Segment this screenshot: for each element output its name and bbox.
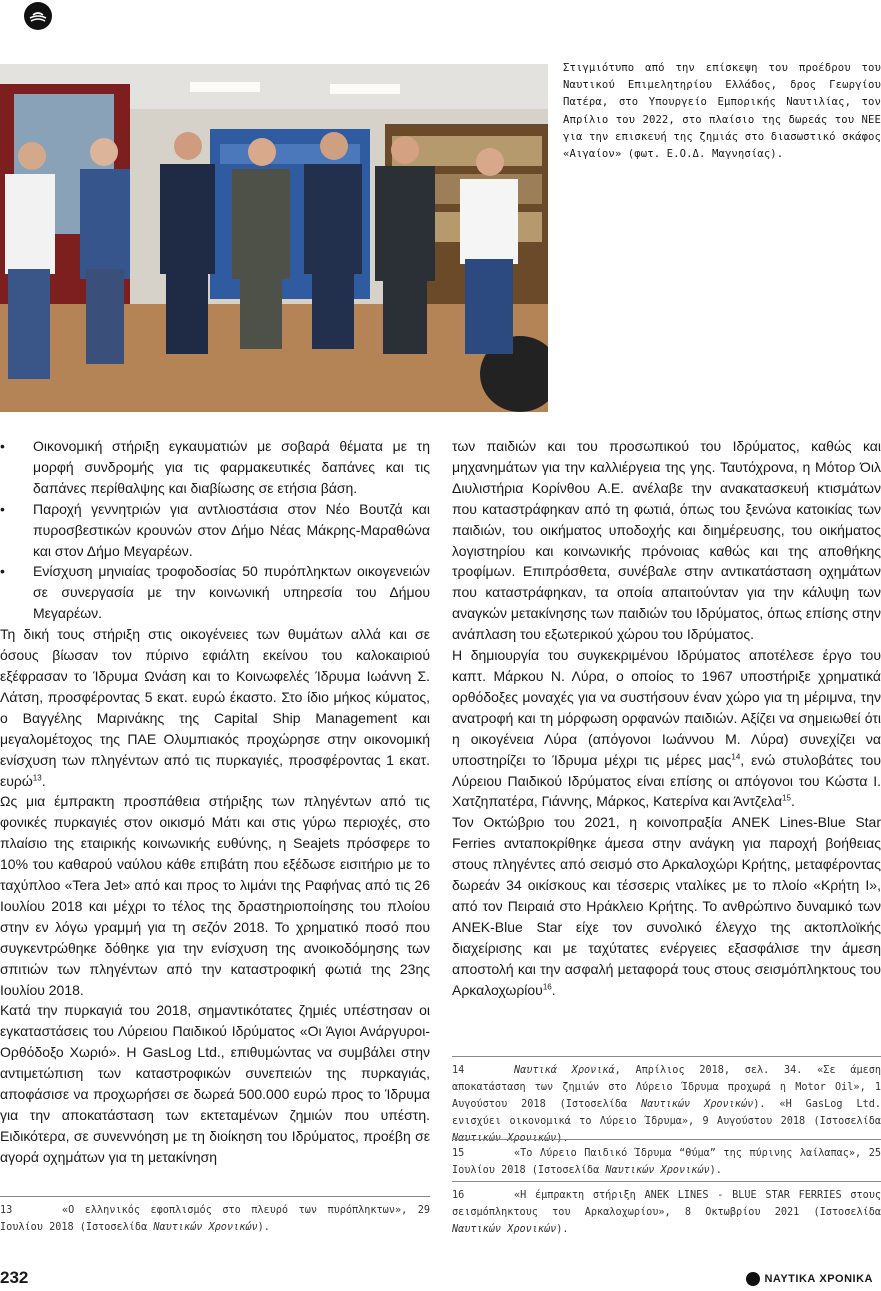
photo-illustration — [0, 64, 548, 412]
footnote-ref[interactable]: 14 — [731, 751, 741, 761]
bullet-item: • Οικονομική στήριξη εγκαυματιών με σοβαρά θέματα με τη μορφή συνδρομής για τις φαρμακευτικές δαπάνες και τις δαπάνες περίθαλψης και διαβίωσης σε ετήσια βάση. — [0, 436, 430, 499]
footnote-15: 15 «Το Λύρειο Παιδικό Ίδρυμα “θύμα” της πύρινης λαίλαπας», 25 Ιουλίου 2018 (Ιστοσελίδα Ναυτικών Χρονικών). — [452, 1139, 881, 1179]
footnote-14: 14 Ναυτικά Χρονικά, Απρίλιος 2018, σελ. 34. «Σε άμεση αποκατάσταση των ζημιών στο Λύρειο Ίδρυμα προχωρά η Motor Oil», 1 Αυγούστου 2018 (Ιστοσελίδα Ναυτικών Χρονικών). «Η GasLog Ltd. ενισχύει οικονομικά το Λύρειο Ίδρυμα», 9 Αυγούστου 2018 (Ιστοσελίδα Ναυτικών Χρονικών). — [452, 1056, 881, 1147]
brand-name: ΝΑΥΤΙΚΑ ΧΡΟΝΙΚΑ — [764, 1273, 873, 1285]
left-column — [0, 436, 430, 1168]
right-column — [452, 436, 881, 1000]
bullet-item: • Ενίσχυση μηνιαίας τροφοδοσίας 50 πυρόπληκτων οικογενειών σε συνεργασία με την κοινωνική υπηρεσία του Δήμου Μεγαρέων. — [0, 561, 430, 624]
ship-icon — [29, 9, 47, 23]
page-number: 232 — [0, 1268, 29, 1287]
paragraph: Ως μια έμπρακτη προσπάθεια στήριξης των πληγέντων από τις φονικές πυρκαγιές στον οικισμό Μάτι και στις γύρω περιοχές, στο πλαίσιο της εταιρικής κοινωνικής ευθύνης, η Seajets πρόσφερε το 10% του καθαρού ναύλου κάθε επιβάτη που εξέδωσε εισιτήριο με το ταχύπλοο «Tera Jet» από και προς το λιμάνι της Ραφήνας από τις 26 Ιουλίου 2018 και μέχρι το τέλος της δραστηριοποίησης του πλοίου στην εν λόγω γραμμή για τη σεζόν 2018. Το χρηματικό ποσό που συγκεντρώθηκε δόθηκε για την ενίσχυση της ανοικοδόμησης των σπιτιών των πληγέντων από την καταστροφική φωτιά της 23ης Ιουλίου 2018. — [0, 793, 430, 998]
paragraph: των παιδιών και του προσωπικού του Ιδρύματος, καθώς και μηχανημάτων για την καλλιέργεια της γης. Ταυτόχρονα, η Μότορ Όιλ Διυλιστήρια Κορίνθου Α.Ε. ανέλαβε την ανακατασκευή κτισμάτων που καταστράφηκαν από τη φωτιά, όπως του ξενώνα κατοικίας των παιδιών, του οικήματος υποδοχής και διημέρευσης, του οικήματος λογιστηρίου και κοινωνικής πρόνοιας καθώς και της αποθήκης τροφίμων. Επιπρόσθετα, συνέβαλε στην αντικατάσταση οχημάτων που καταστράφηκαν, τα οποία απαιτούνταν για την κάλυψη των αναγκών μετακίνησης των παιδιών του Ιδρύματος, όπως επίσης στην ανάπλαση του εξωτερικού χώρου του Ιδρύματος. — [452, 438, 881, 643]
footnote-16: 16 «Η έμπρακτη στήριξη ANEK LINES - BLUE STAR FERRIES στους σεισμόπληκτους του Αρκαλοχωρίου», 8 Οκτωβρίου 2021 (Ιστοσελίδα Ναυτικών Χρονικών). — [452, 1181, 881, 1238]
brand-logo — [746, 1272, 873, 1286]
footnote-ref[interactable]: 16 — [542, 981, 552, 991]
bullet-list — [0, 436, 430, 624]
bullet-item: • Παροχή γεννητριών για αντλιοστάσια στον Νέο Βουτζά και πυροσβεστικών κρουνών στον Δήμο Νέας Μάκρης-Μαραθώνα και στον Δήμο Μεγαρέων. — [0, 499, 430, 562]
footnote-ref[interactable]: 13 — [32, 772, 42, 782]
paragraph: Η δημιουργία του συγκεκριμένου Ιδρύματος αποτέλεσε έργο του καπτ. Μάρκου Ν. Λύρα, ο οποίος το 1967 υποστήριξε χρηματικά ορθόδοξες μοναχές για να συστήσουν έναν χώρο για τη μέριμνα, την ανατροφή και τη μόρφωση ορφανών παιδιών. Αξίζει να σημειωθεί ότι η οικογένεια Λύρα (απόγονοι Ιωάννου Μ. Λύρα) συνεχίζει να υποστηρίζει το Ίδρυμα μέχρι τις μέρες μας$^{14}$, ενώ στυλοβάτες του Λύρειου Παιδικού Ιδρύματος είναι επίσης οι απόγονοι του Κώστα Ι. Χατζηπατέρα, Γιάννης, Μάρκος, Κατερίνα και Άντζελα$^{15}$. — [452, 647, 881, 810]
group-photo — [0, 64, 548, 412]
paragraph: Τη δική τους στήριξη στις οικογένειες των θυμάτων αλλά και σε όσους βίωσαν τον πύρινο εφιάλτη εκείνου του καλοκαιριού εξέφρασαν το Ίδρυμα Ωνάση και το Κοινωφελές Ίδρυμα Ιωάννη Σ. Λάτση, προσφέροντας 5 εκατ. ευρώ έκαστο. Στο ίδιο μήκος κύματος, ο Βαγγέλης Μαρινάκης της Capital Ship Management και μεγαλομέτοχος της ΠΑΕ Ολυμπιακός προχώρησε στην οικονομική ενίσχυση των πληγέντων από τις πυρκαγιές, προσφέροντας 1 εκατ. ευρώ$^{13}$. — [0, 626, 430, 789]
publication-logo — [24, 2, 52, 30]
paragraph: Κατά την πυρκαγιά του 2018, σημαντικότατες ζημιές υπέστησαν οι εγκαταστάσεις του Λύρειου Παιδικού Ιδρύματος «Οι Άγιοι Ανάργυροι-Ορθόδοξο Χωριό». Η GasLog Ltd., επιθυμώντας να συμβάλει στην αντιμετώπιση των καταστροφικών συνεπειών της πυρκαγιάς, αποφάσισε να προχωρήσει σε δωρεά 500.000 ευρώ προς το Ίδρυμα για την αποκατάσταση των εκτεταμένων ζημιών που υπέστη. Ειδικότερα, σε συνεννόηση με τη διοίκηση του Ιδρύματος, προέβη σε αγορά οχημάτων για τη μετακίνηση — [0, 1002, 430, 1165]
footnote-ref[interactable]: 15 — [782, 793, 791, 803]
footnote-13: 13 «Ο ελληνικός εφοπλισμός στο πλευρό των πυρόπληκτων», 29 Ιουλίου 2018 (Ιστοσελίδα Ναυτικών Χρονικών). — [0, 1196, 430, 1236]
paragraph: Τον Οκτώβριο του 2021, η κοινοπραξία ANEK Lines-Blue Star Ferries ανταποκρίθηκε άμεσα στην ανάγκη για παροχή βοήθειας στους πληγέντες από σεισμό στο Αρκαλοχώρι Κρήτης, μεταφέροντας δωρεάν 34 οικίσκους και τέσσερις νταλίκες με το πλοίο «Κρήτη Ι», από τον Πειραιά στο Ηράκλειο Κρήτης. Το ανθρώπινο δυναμικό των ANEK-Blue Star είχε τον συνολικό έλεγχο της ακτοπλοϊκής διαχείρισης και με ταχύτατες ενέργειες εξασφάλισε την άμεση αποστολή και την ασφαλή μεταφορά τους στους σεισμόπληκτους του Αρκαλοχωρίου$^{16}$. — [452, 814, 881, 998]
photo-caption: Στιγμιότυπο από την επίσκεψη του προέδρου του Ναυτικού Επιμελητηρίου Ελλάδος, δρος Γεωργίου Πατέρα, στο Υπουργείο Εμπορικής Ναυτιλίας, τον Απρίλιο του 2022, στο πλαίσιο της δωρεάς του ΝΕΕ για την επισκευή της ζημιάς στο διασωστικό σκάφος «Αιγαίον» (φωτ. Ε.Ο.Δ. Μαγνησίας). — [563, 62, 881, 161]
ship-icon — [746, 1272, 760, 1286]
